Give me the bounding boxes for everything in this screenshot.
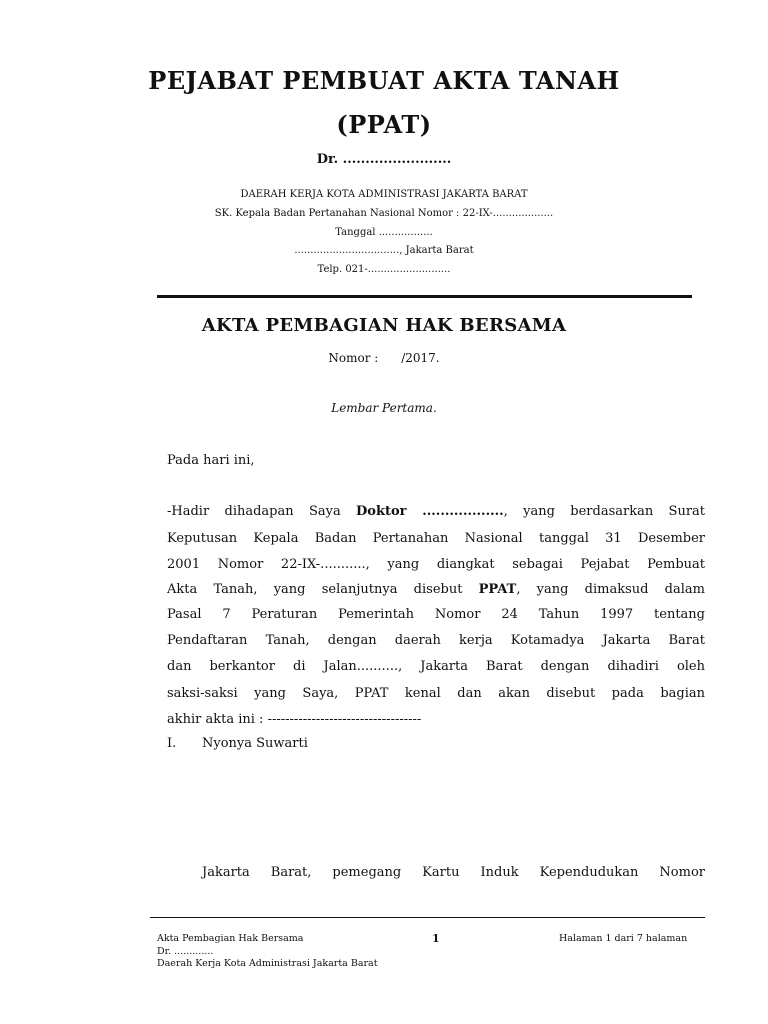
footer-page-info: Halaman 1 dari 7 halaman [559, 933, 688, 944]
body-doktor: Doktor .................. [356, 504, 504, 519]
letterhead-tanggal: Tanggal ................. [335, 227, 433, 238]
document-title: AKTA PEMBAGIAN HAK BERSAMA [201, 315, 567, 336]
letterhead-divider [157, 295, 692, 298]
continuation-line: Jakarta Barat, pemegang Kartu Induk Kependudukan Nomor [202, 865, 705, 880]
pada-hari-ini: Pada hari ini, [167, 453, 255, 468]
document-nomor: Nomor : /2017. [328, 351, 440, 365]
letterhead-subtitle: (PPAT) [336, 110, 432, 139]
body-line-2: Keputusan Kepala Badan Pertanahan Nasional tanggal 31 Desember [167, 531, 705, 546]
body-ppat: PPAT [478, 582, 517, 597]
document-lembar: Lembar Pertama. [331, 401, 437, 415]
letterhead-title: PEJABAT PEMBUAT AKTA TANAH [148, 66, 620, 95]
body-line-1 [167, 503, 705, 521]
body-line-6: Pendaftaran Tanah, dengan daerah kerja Kotamadya Jakarta Barat [167, 633, 705, 648]
letterhead-sk: SK. Kepala Badan Pertanahan Nasional Nomor : 22-IX-................... [214, 208, 554, 219]
address-city: Jakarta Barat [405, 245, 474, 256]
letterhead-address [0, 245, 768, 256]
body-line-4c: , yang dimaksud dalam [516, 582, 705, 597]
body-line-5: Pasal 7 Peraturan Pemerintah Nomor 24 Tahun 1997 tentang [167, 607, 705, 622]
body-line-4a: Akta Tanah, yang selanjutnya disebut [167, 582, 479, 597]
address-dots: ................................., [294, 245, 403, 256]
footer-doc-title: Akta Pembagian Hak Bersama [157, 933, 304, 944]
body-line-8: saksi-saksi yang Saya, PPAT kenal dan akan disebut pada bagian [167, 686, 705, 701]
footer-doctor: Dr. ............. [157, 946, 214, 957]
body-line-7: dan berkantor di Jalan.........., Jakarta Barat dengan dihadiri oleh [167, 659, 705, 674]
telp-label: Telp. 021- [317, 264, 368, 275]
body-line-3: 2001 Nomor 22-IX-..........., yang diangkat sebagai Pejabat Pembuat [167, 557, 705, 572]
body-line-9: akhir akta ini : ----------------------------------- [167, 712, 422, 727]
letterhead-telp [0, 264, 768, 275]
body-line-4 [167, 581, 705, 599]
lembar-label: Lembar Pertama [331, 401, 433, 415]
letterhead-doctor: Dr. ........................ [316, 152, 452, 167]
body-line-1c: , yang berdasarkan Surat [503, 504, 706, 519]
body-line-1a: -Hadir dihadapan Saya [167, 504, 357, 519]
letterhead-daerah: DAERAH KERJA KOTA ADMINISTRASI JAKARTA BARAT [240, 189, 528, 200]
footer-page-number: 1 [432, 932, 440, 945]
footer-divider [150, 917, 705, 918]
party-name: Nyonya Suwarti [202, 736, 308, 751]
party-number: I. [167, 736, 177, 751]
footer-daerah: Daerah Kerja Kota Administrasi Jakarta Barat [157, 958, 378, 969]
telp-dots: .......................... [367, 264, 451, 275]
